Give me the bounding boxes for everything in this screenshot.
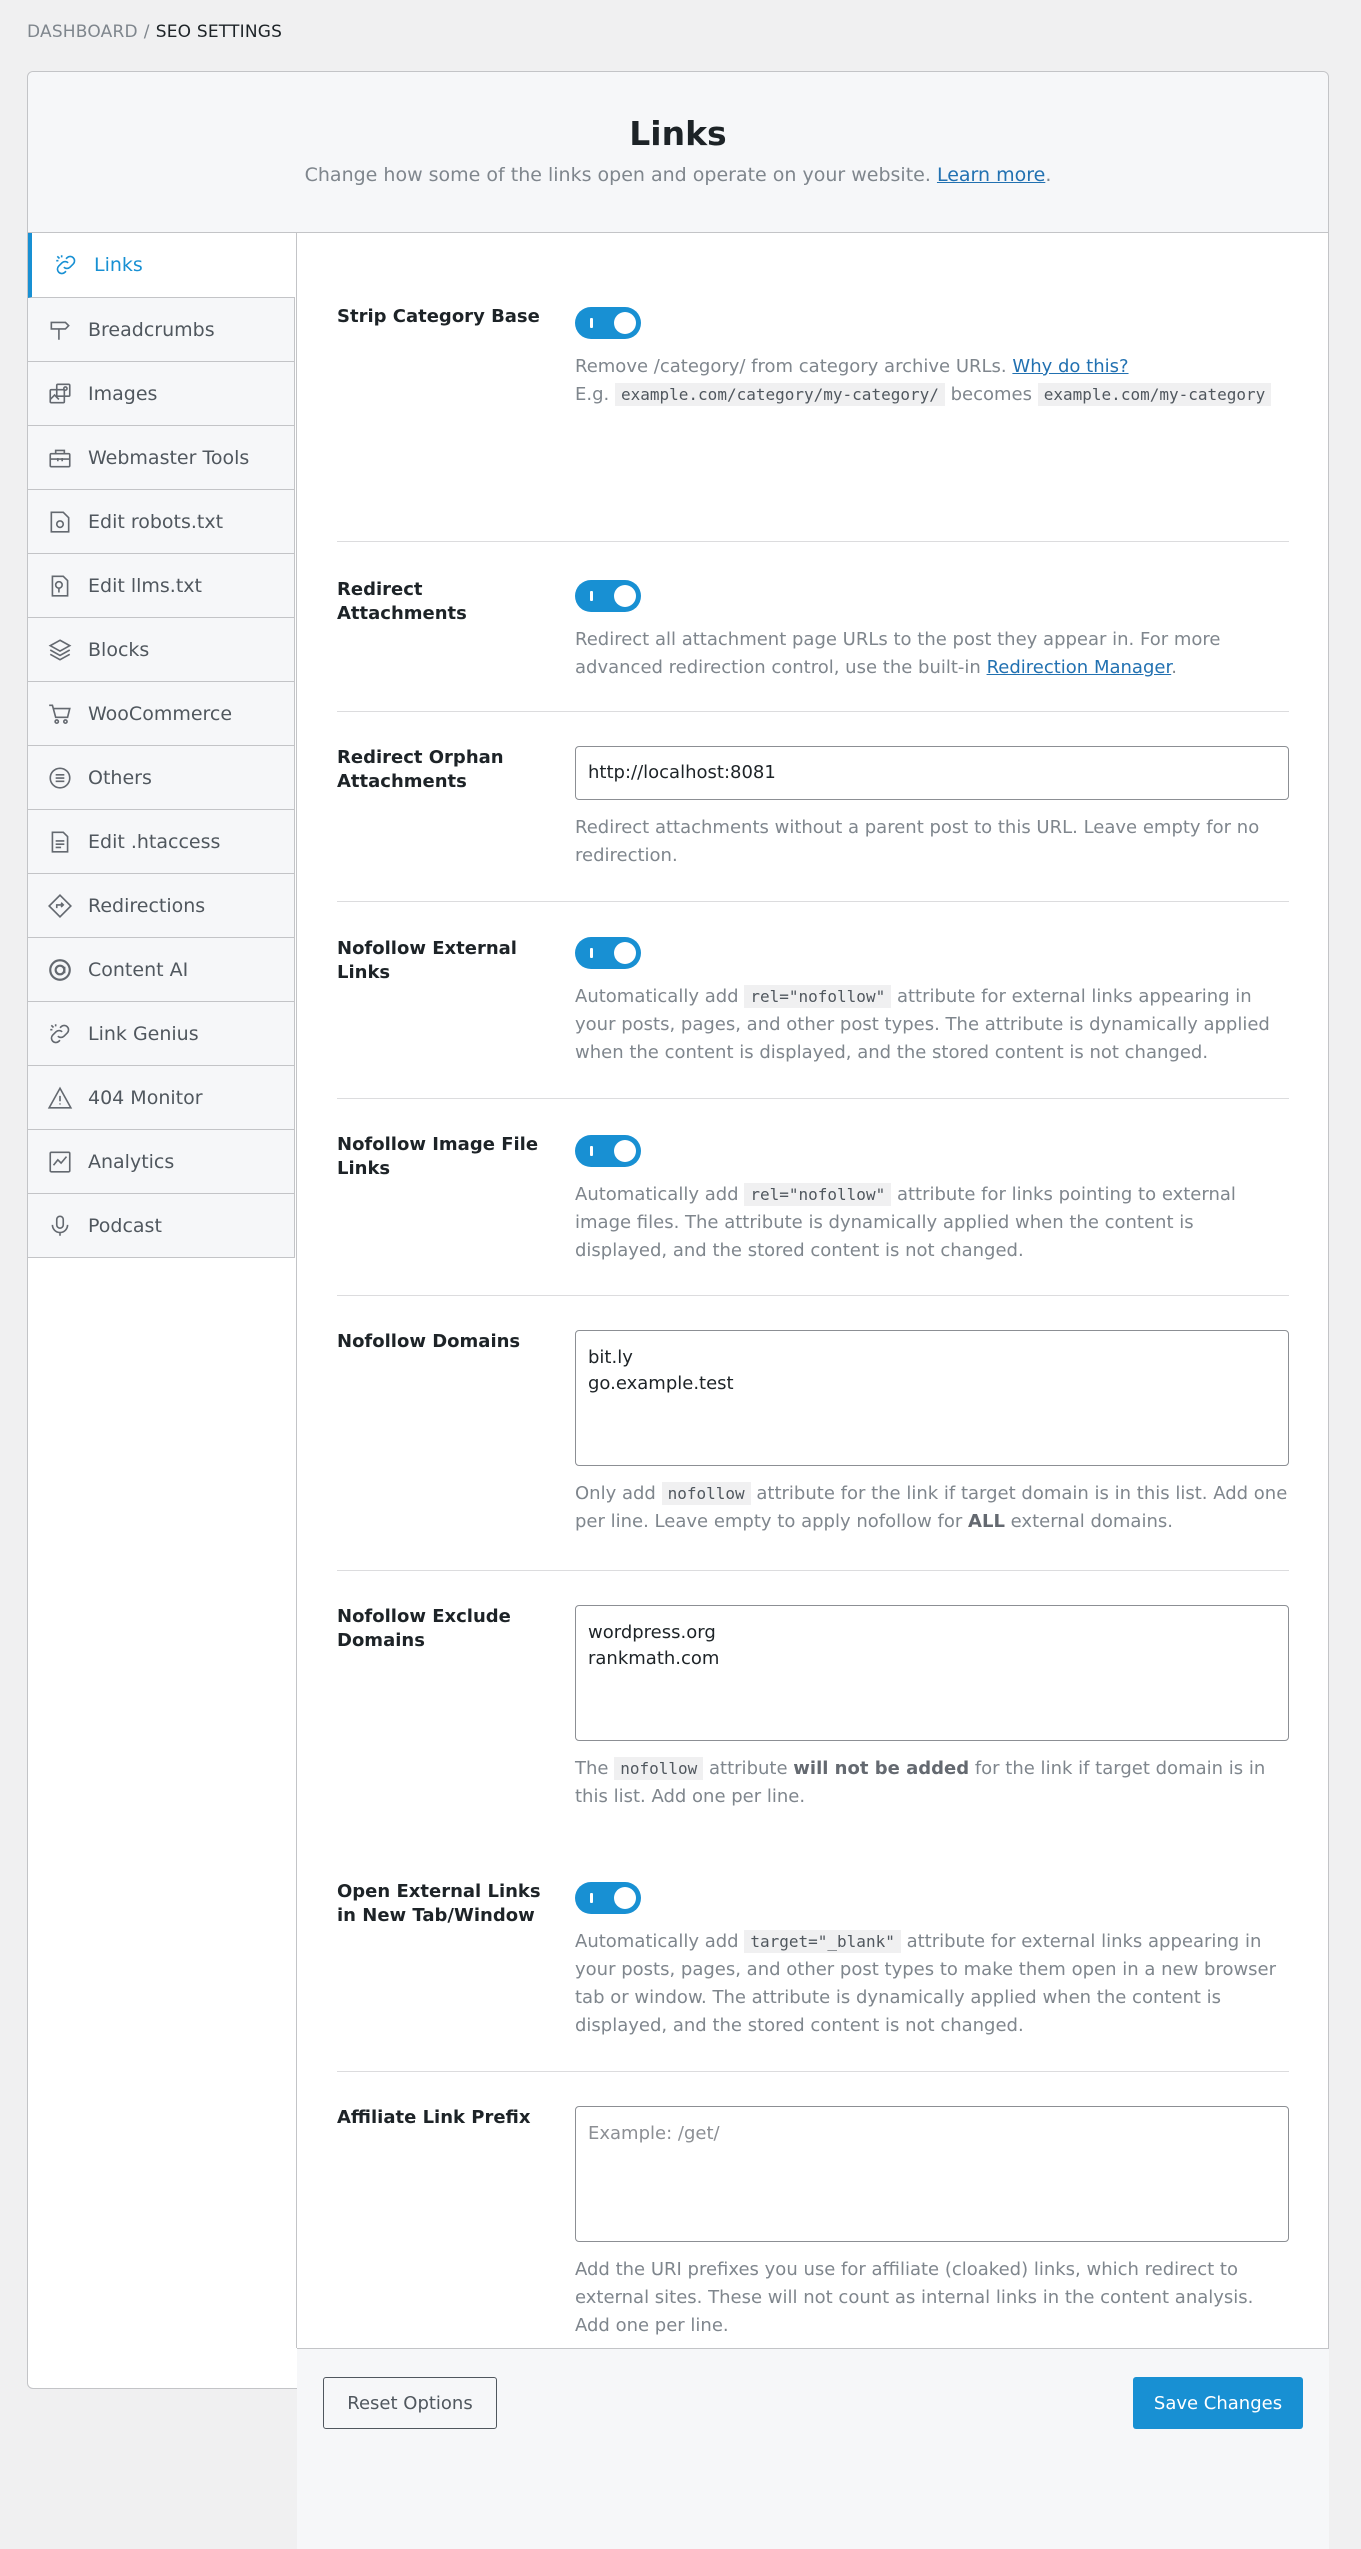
setting-field bbox=[575, 1605, 1289, 1811]
breadcrumb-current: SEO SETTINGS bbox=[155, 22, 283, 42]
code-nofollow: nofollow bbox=[662, 1482, 751, 1505]
redirect-orphan-url-input[interactable]: http://localhost:8081 bbox=[575, 746, 1289, 800]
breadcrumb-separator: / bbox=[143, 22, 150, 42]
sidebar-item-webmaster-tools[interactable] bbox=[28, 426, 295, 490]
learn-more-link[interactable]: Learn more bbox=[936, 164, 1046, 186]
redirect-attachments-toggle[interactable] bbox=[575, 580, 641, 612]
file-robot-icon bbox=[46, 508, 74, 536]
setting-redirect-attachments bbox=[337, 542, 1289, 712]
code-target-blank: target="_blank" bbox=[744, 1930, 901, 1953]
desc-mid: attribute for the link if target domain is in this list. Add one per line. Leave empty to apply nofollow for bbox=[575, 1483, 1288, 1532]
page-title: Links bbox=[629, 114, 727, 153]
sidebar-item-label: Podcast bbox=[88, 1214, 162, 1237]
sidebar-item-label: Breadcrumbs bbox=[88, 318, 215, 341]
setting-nofollow-external-links bbox=[337, 902, 1289, 1099]
blocks-icon bbox=[46, 636, 74, 664]
page-description-text: Change how some of the links open and operate on your website. bbox=[304, 164, 931, 186]
form-footer bbox=[297, 2348, 1329, 2549]
desc-pre: The bbox=[575, 1758, 609, 1779]
setting-description bbox=[575, 1181, 1289, 1265]
settings-content bbox=[296, 233, 1328, 2414]
sidebar-item-label: 404 Monitor bbox=[88, 1086, 203, 1109]
setting-field bbox=[575, 580, 1289, 682]
sidebar-item-edit-robots[interactable] bbox=[28, 490, 295, 554]
sidebar-item-podcast[interactable] bbox=[28, 1194, 295, 1258]
setting-redirect-orphan-attachments bbox=[337, 712, 1289, 902]
sidebar-item-edit-htaccess[interactable] bbox=[28, 810, 295, 874]
setting-strip-category-base bbox=[337, 233, 1289, 542]
setting-nofollow-exclude-domains bbox=[337, 1571, 1289, 1846]
setting-description bbox=[575, 1755, 1289, 1811]
sidebar-item-edit-llms[interactable] bbox=[28, 554, 295, 618]
sidebar-item-label: Edit llms.txt bbox=[88, 574, 202, 597]
nofollow-external-toggle[interactable] bbox=[575, 937, 641, 969]
sidebar-item-links[interactable] bbox=[28, 233, 295, 298]
sidebar-item-label: Redirections bbox=[88, 894, 206, 917]
sidebar-item-link-genius[interactable] bbox=[28, 1002, 295, 1066]
warning-icon bbox=[46, 1084, 74, 1112]
toolbox-icon bbox=[46, 444, 74, 472]
desc-eg: E.g. bbox=[575, 384, 610, 405]
setting-description bbox=[575, 1480, 1289, 1536]
setting-description bbox=[575, 1928, 1289, 2040]
link-icon bbox=[52, 251, 80, 279]
redirection-manager-link[interactable]: Redirection Manager bbox=[986, 657, 1172, 678]
sidebar-item-label: WooCommerce bbox=[88, 702, 233, 725]
desc-period: . bbox=[1171, 657, 1177, 678]
setting-label: Redirect Attachments bbox=[337, 579, 467, 624]
setting-description: Redirect attachments without a parent post to this URL. Leave empty for no redirection. bbox=[575, 817, 1260, 866]
reset-options-button[interactable]: Reset Options bbox=[323, 2377, 497, 2429]
desc-post: for the link if target domain is in this list. Add one per line. bbox=[575, 1758, 1266, 1807]
setting-label: Nofollow Exclude Domains bbox=[337, 1606, 511, 1651]
code-example-after: example.com/my-category bbox=[1038, 383, 1272, 406]
desc-mid: attribute bbox=[709, 1758, 788, 1779]
page-description bbox=[28, 164, 1328, 186]
desc-bold: will not be added bbox=[793, 1758, 970, 1779]
file-text-icon bbox=[46, 828, 74, 856]
page-description-period: . bbox=[1045, 164, 1052, 186]
setting-label: Nofollow Domains bbox=[337, 1331, 521, 1352]
setting-label: Affiliate Link Prefix bbox=[337, 2107, 531, 2128]
setting-label: Nofollow Image File Links bbox=[337, 1134, 539, 1179]
desc-pre: Automatically add bbox=[575, 1931, 739, 1952]
setting-field bbox=[575, 1882, 1289, 2040]
setting-field bbox=[575, 746, 1289, 870]
sidebar-item-others[interactable] bbox=[28, 746, 295, 810]
cart-icon bbox=[46, 700, 74, 728]
desc-pre: Automatically add bbox=[575, 1184, 739, 1205]
sidebar-item-breadcrumbs[interactable] bbox=[28, 298, 295, 362]
desc-text: Redirect all attachment page URLs to the post they appear in. For more advanced redirection control, use the built-in bbox=[575, 629, 1221, 678]
nofollow-exclude-domains-textarea[interactable] bbox=[575, 1605, 1289, 1741]
desc-bold: ALL bbox=[968, 1511, 1005, 1532]
strip-category-toggle[interactable] bbox=[575, 307, 641, 339]
link-genius-icon bbox=[46, 1020, 74, 1048]
setting-description bbox=[575, 626, 1289, 682]
sidebar-item-label: Edit .htaccess bbox=[88, 830, 221, 853]
code-rel-nofollow: rel="nofollow" bbox=[744, 985, 891, 1008]
code-nofollow: nofollow bbox=[614, 1757, 703, 1780]
sidebar-item-label: Analytics bbox=[88, 1150, 175, 1173]
setting-open-external-links-new-tab bbox=[337, 1846, 1289, 2072]
open-external-new-tab-toggle[interactable] bbox=[575, 1882, 641, 1914]
sidebar-item-redirections[interactable] bbox=[28, 874, 295, 938]
settings-sidebar bbox=[28, 233, 295, 1258]
signpost-icon bbox=[46, 316, 74, 344]
sidebar-item-label: Webmaster Tools bbox=[88, 446, 250, 469]
setting-label: Redirect Orphan Attachments bbox=[337, 747, 504, 792]
images-icon bbox=[46, 380, 74, 408]
affiliate-link-prefix-textarea[interactable] bbox=[575, 2106, 1289, 2242]
breadcrumb-dashboard-link[interactable]: DASHBOARD bbox=[27, 22, 138, 42]
setting-description bbox=[575, 983, 1289, 1067]
sidebar-item-label: Edit robots.txt bbox=[88, 510, 224, 533]
file-llm-icon bbox=[46, 572, 74, 600]
setting-label: Strip Category Base bbox=[337, 306, 540, 327]
content-ai-icon bbox=[46, 956, 74, 984]
setting-label: Nofollow External Links bbox=[337, 938, 517, 983]
setting-affiliate-link-prefix bbox=[337, 2072, 1289, 2348]
sidebar-item-images[interactable] bbox=[28, 362, 295, 426]
sidebar-item-analytics[interactable] bbox=[28, 1130, 295, 1194]
setting-description bbox=[575, 353, 1289, 409]
sidebar-item-label: Content AI bbox=[88, 958, 189, 981]
setting-nofollow-domains bbox=[337, 1296, 1289, 1571]
nofollow-domains-textarea[interactable] bbox=[575, 1330, 1289, 1466]
sidebar-item-404-monitor[interactable] bbox=[28, 1066, 295, 1130]
desc-post: external domains. bbox=[1010, 1511, 1173, 1532]
desc-becomes: becomes bbox=[950, 384, 1033, 405]
sidebar-item-label: Link Genius bbox=[88, 1022, 199, 1045]
save-changes-button[interactable]: Save Changes bbox=[1133, 2377, 1303, 2429]
setting-field bbox=[575, 937, 1289, 1067]
setting-nofollow-image-file-links bbox=[337, 1099, 1289, 1296]
analytics-icon bbox=[46, 1148, 74, 1176]
redirection-icon bbox=[46, 892, 74, 920]
desc-pre: Only add bbox=[575, 1483, 656, 1504]
setting-field bbox=[575, 1135, 1289, 1265]
code-rel-nofollow: rel="nofollow" bbox=[744, 1183, 891, 1206]
setting-field bbox=[575, 1330, 1289, 1536]
settings-panel bbox=[27, 71, 1329, 2414]
setting-field bbox=[575, 2106, 1289, 2340]
sidebar-item-label: Links bbox=[94, 254, 143, 276]
code-example-before: example.com/category/my-category/ bbox=[615, 383, 945, 406]
panel-header bbox=[28, 72, 1328, 233]
microphone-icon bbox=[46, 1212, 74, 1240]
setting-field bbox=[575, 307, 1289, 409]
setting-description: Add the URI prefixes you use for affiliate (cloaked) links, which redirect to external sites. These will not count as internal links in the content analysis. Add one per line. bbox=[575, 2259, 1254, 2336]
desc-post: attribute for external links appearing in your posts, pages, and other post types. The attribute is dynamically applied when the content is displayed, and the stored content is not changed. bbox=[575, 986, 1270, 1063]
desc-pre: Automatically add bbox=[575, 986, 739, 1007]
breadcrumb bbox=[27, 22, 282, 42]
why-do-this-link[interactable]: Why do this? bbox=[1012, 356, 1129, 377]
nofollow-image-toggle[interactable] bbox=[575, 1135, 641, 1167]
sidebar-item-content-ai[interactable] bbox=[28, 938, 295, 1002]
sidebar-item-woocommerce[interactable] bbox=[28, 682, 295, 746]
sidebar-item-label: Images bbox=[88, 382, 158, 405]
desc-text: Remove /category/ from category archive URLs. bbox=[575, 356, 1007, 377]
sidebar-item-blocks[interactable] bbox=[28, 618, 295, 682]
sidebar-item-label: Others bbox=[88, 766, 152, 789]
others-icon bbox=[46, 764, 74, 792]
sidebar-item-label: Blocks bbox=[88, 638, 150, 661]
setting-label: Open External Links in New Tab/Window bbox=[337, 1881, 541, 1926]
desc-post: attribute for external links appearing in your posts, pages, and other post types to make them open in a new browser tab or window. The attribute is dynamically applied when the content is displayed, and the stored content is not changed. bbox=[575, 1931, 1277, 2036]
desc-post: attribute for links pointing to external image files. The attribute is dynamically applied when the content is displayed, and the stored content is not changed. bbox=[575, 1184, 1236, 1261]
